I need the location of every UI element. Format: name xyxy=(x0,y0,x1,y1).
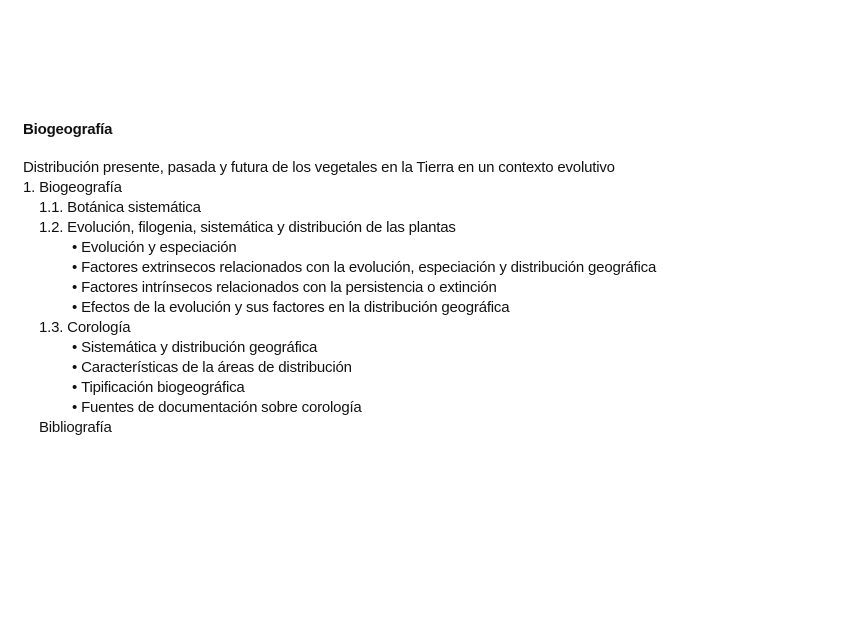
outline-bullet-item: • Factores intrínsecos relacionados con la persistencia o extinción xyxy=(23,278,833,298)
outline-bullet-item: • Sistemática y distribución geográfica xyxy=(23,338,833,358)
outline-section-1-3: 1.3. Corología xyxy=(39,319,131,336)
document-title: Biogeografía xyxy=(23,121,113,138)
outline-bullet-item: • Fuentes de documentación sobre corología xyxy=(23,398,833,418)
outline-bullet-item: • Efectos de la evolución y sus factores en la distribución geográfica xyxy=(23,298,833,318)
document-body xyxy=(23,121,833,438)
document-subtitle: Distribución presente, pasada y futura de los vegetales en la Tierra en un contexto evolutivo xyxy=(23,159,615,176)
outline-section-1: 1. Biogeografía xyxy=(23,179,122,196)
outline-bibliography: Bibliografía xyxy=(39,419,112,436)
outline-section-1-1: 1.1. Botánica sistemática xyxy=(39,199,201,216)
outline-section-1-2: 1.2. Evolución, filogenia, sistemática y distribución de las plantas xyxy=(39,219,456,236)
outline-bullet-item: • Factores extrinsecos relacionados con la evolución, especiación y distribución geográfica xyxy=(23,258,833,278)
outline-bullet-item: • Evolución y especiación xyxy=(23,238,833,258)
outline-bullet-item: • Características de la áreas de distribución xyxy=(23,358,833,378)
outline-bullet-item: • Tipificación biogeográfica xyxy=(23,378,833,398)
